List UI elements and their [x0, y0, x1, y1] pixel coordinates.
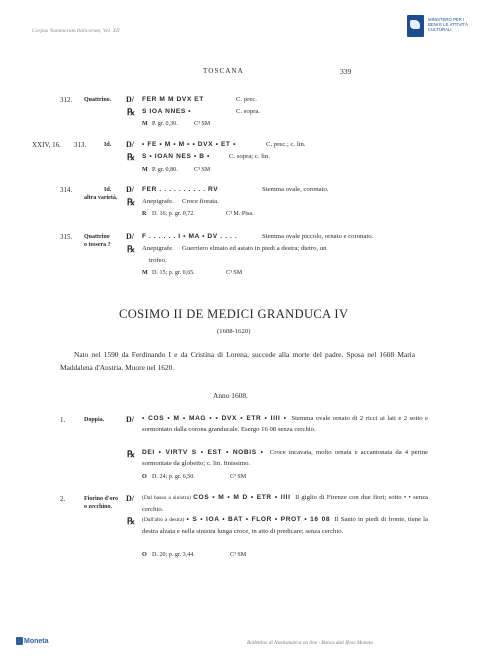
reverse-description: Il Santo in piedi di fronte, tiene la destra alzata e nella sinistra lunga croce, in atto di predicare; senza cerchio. [142, 516, 429, 536]
moneta-logo: Moneta [24, 638, 49, 645]
series-title: Corpus Nummorum Italicorum, Vol. XII [32, 28, 120, 34]
entry-number: 314. [60, 186, 73, 194]
entry-number: 315. [60, 233, 73, 241]
entry-rarity: C³ SM [194, 167, 211, 173]
obverse-block [142, 492, 428, 515]
page-number: 339 [340, 67, 352, 76]
reverse-description: C. sopra; c. lin. [229, 153, 270, 160]
metal-mark: M [142, 270, 148, 276]
ministry-name: MINISTERO PER I BENI E LE ATTIVITÀ CULTURALI [428, 17, 469, 32]
obverse-legend: FER M M DVX ET [142, 96, 204, 103]
obverse-legend: COS • M • M D • ETR • IIII [193, 494, 291, 501]
obverse-mark: D/ [126, 95, 134, 104]
obverse-legend: F . . . . . . I • MA • DV . . . . [142, 233, 238, 240]
obverse-description: Stemma ovale piccolo, ornato e coronato. [262, 233, 374, 240]
reverse-legend: Anepigrafe. [142, 245, 174, 252]
reverse-legend: DEI • VIRTV S • EST • NOBIS • [142, 449, 264, 456]
entry-rarity: C³ SM [230, 552, 247, 558]
obverse-description: Stemma ovale, coronato. [262, 186, 329, 193]
entry-measures: D. 16; p. gr. 0,72. [152, 211, 195, 217]
obverse-block [142, 413, 428, 435]
obverse-description: C. prec. [236, 96, 257, 103]
reverse-mark: ℞ [127, 516, 136, 526]
obverse-description: Il giglio di Firenze con due fiori; sotto • • senza cerchio. [142, 494, 429, 514]
entry-number: 313. [74, 141, 87, 149]
section-title: COSIMO II DE MEDICI GRANDUCA IV [119, 307, 349, 321]
plate-reference: XXIV, 16. [32, 141, 61, 149]
reverse-block [142, 447, 428, 469]
entry-denomination-note: o tessera ? [84, 242, 111, 248]
obverse-description: Stemma ovale ornato di 2 ricci ai lati e 2 sotto e sormontato dalla corona granducale. Esergo 16 08 senza cerchio. [142, 415, 428, 434]
entry-denomination: Doppia. [84, 417, 105, 423]
entry-denomination: Fiorino d'oro [84, 496, 119, 502]
entry-rarity: C³ M. Pisa. [226, 211, 254, 217]
ministry-logo-icon [407, 15, 424, 37]
footer-credit: Bollettino di Numismatica on line - Banca dati Ifoso Moneta [247, 640, 373, 646]
obverse-description: C. prec.; c. lin. [266, 141, 306, 148]
reverse-legend: Anepigrafe. [142, 198, 174, 205]
entry-denomination: Quattrino [84, 234, 110, 240]
reverse-description-cont: trofeo. [149, 257, 167, 264]
entry-measures: D. 20; p. gr. 3,44. [152, 552, 195, 558]
reverse-mark: ℞ [127, 107, 136, 117]
entry-measures: P. gr. 0,30. [152, 121, 178, 127]
entry-number: 2. [60, 495, 66, 503]
section-intro: Nato nel 1590 da Ferdinando I e da Cristina di Lorena, succede alla morte del padre. Sposa nel 1608 Maria Maddalena d'Austria. Muore nel 1620. [60, 350, 415, 372]
section-dates: (1608-1620) [217, 328, 251, 335]
entry-denomination-note: o zecchino. [84, 504, 112, 510]
moneta-logo-icon [16, 637, 23, 645]
entry-number: 1. [60, 416, 66, 424]
entry-denomination: Quattrino. [84, 97, 112, 103]
reverse-description: Croce fiorata. [182, 198, 219, 205]
reverse-description: Croce incavata, molto ornata e accantonata da 4 perine sormontate da globetto; c. lin. finissimo. [142, 449, 429, 468]
reverse-description: C. sopra. [236, 108, 260, 115]
entry-measures: P. gr. 0,80. [152, 167, 178, 173]
entry-number: 312. [60, 96, 73, 104]
entry-denomination: Id. [104, 142, 112, 148]
reverse-legend: S • IOAN NES • B • [142, 153, 210, 160]
entry-rarity: C³ SM [226, 270, 243, 276]
reverse-legend: S IOA NNES • [142, 108, 192, 115]
obverse-mark: D/ [126, 140, 134, 149]
metal-mark: O [142, 552, 147, 558]
reverse-mark: ℞ [127, 152, 136, 162]
reverse-mark: ℞ [127, 197, 136, 207]
obverse-mark: D/ [126, 232, 134, 241]
reverse-legend: • S • IOA • BAT • FLOR • PROT • 16 08 [186, 516, 331, 523]
obverse-mark: D/ [126, 494, 134, 503]
year-heading: Anno 1608. [213, 391, 248, 400]
entry-measures: D. 24; p. gr. 6,50. [152, 474, 195, 480]
obverse-legend: • FE • M • M • • DVX • ET • [142, 141, 236, 148]
metal-mark: O [142, 474, 147, 480]
entry-denomination-note: altra varietà. [84, 195, 118, 201]
metal-mark: R [142, 211, 147, 217]
reverse-mark: ℞ [127, 449, 136, 459]
running-head: TOSCANA [203, 67, 244, 75]
entry-rarity: C³ SM [230, 474, 247, 480]
obverse-legend: FER . . . . . . . . . . RV [142, 186, 219, 193]
obverse-mark: D/ [126, 185, 134, 194]
entry-denomination: Id. [104, 187, 112, 193]
reverse-description: Guerriero elmato ed astato in piedi a destra; dietro, un [182, 245, 327, 252]
obverse-mark: D/ [126, 415, 134, 424]
reverse-block [142, 514, 428, 537]
metal-mark: M [142, 121, 148, 127]
reverse-mark: ℞ [127, 244, 136, 254]
obverse-direction: (Dal basso a sinistra) [142, 495, 191, 501]
obverse-legend: • COS • M • MAG • • DVX • ETR • IIII • [142, 415, 287, 422]
entry-measures: D. 15; p. gr. 0,65. [152, 270, 195, 276]
metal-mark: M [142, 167, 148, 173]
entry-rarity: C³ SM [194, 121, 211, 127]
reverse-direction: (Dall'alto a destra) [142, 517, 185, 523]
